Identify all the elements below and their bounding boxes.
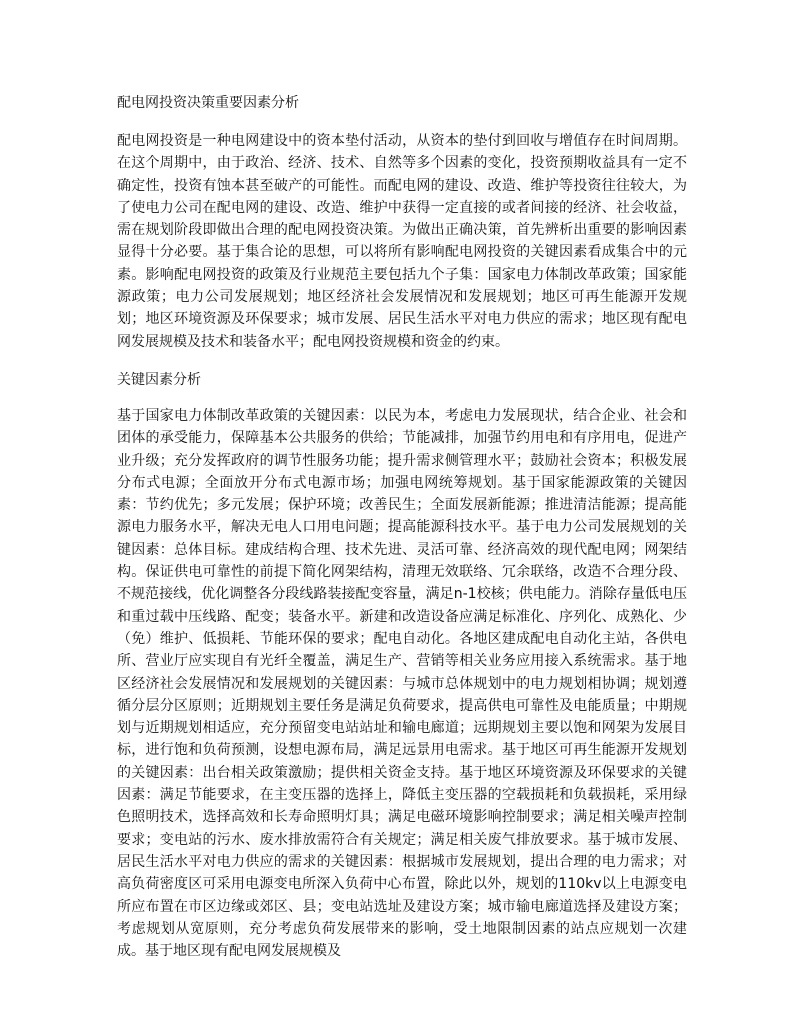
document-title: 配电网投资决策重要因素分析 (117, 95, 299, 111)
intro-paragraph: 配电网投资是一种电网建设中的资本垫付活动，从资本的垫付到回收与增值存在时间周期。在这个周期中，由于政治、经济、技术、自然等多个因素的变化，投资预期收益具有一定不确定性，投资有蚀本甚至破产的可能性。而配电网的建设、改造、维护等投资往往较大，为了使电力公司在配电网的建设、改造、维护中获得一定直接的或者间接的经济、社会收益，需在规划阶段即做出合理的配电网投资决策。为做出正确决策，首先辨析出重要的影响因素显得十分必要。基于集合论的思想，可以将所有影响配电网投资的关键因素看成集合中的元素。影响配电网投资的政策及行业规范主要包括九个子集：国家电力体制改革政策；国家能源政策；电力公司发展规划；地区经济社会发展情况和发展规划；地区可再生能源开发规划；地区环境资源及环保要求；城市发展、居民生活水平对电力供应的需求；地区现有配电网发展规模及技术和装备水平；配电网投资规模和资金的约束。 (117, 133, 687, 350)
section-title: 关键因素分析 (117, 371, 201, 388)
analysis-paragraph: 基于国家电力体制改革政策的关键因素：以民为本，考虑电力发展现状，结合企业、社会和团体的承受能力，保障基本公共服务的供给；节能减排，加强节约用电和有序用电，促进产业升级；充分发挥政府的调节性服务功能；提升需求侧管理水平；鼓励社会资本；积极发展分布式电源；全面放开分布式电源市场；加强电网统筹规划。基于国家能源政策的关键因素：节约优先；多元发展；保护环境；改善民生；全面发展新能源；推进清洁能源；提高能源电力服务水平，解决无电人口用电问题；提高能源科技水平。基于电力公司发展规划的关键因素：总体目标。建成结构合理、技术先进、灵活可靠、经济高效的现代配电网；网架结构。保证供电可靠性的前提下简化网架结构，清理无效联络、冗余联络，改造不合理分段、不规范接线，优化调整各分段线路装接配变容量，满足n-1校核；供电能力。消除存量低电压和重过载中压线路、配变；装备水平。新建和改造设备应满足标准化、序列化、成熟化、少（免）维护、低损耗、节能环保的要求；配电自动化。各地区建成配电自动化主站，各供电所、营业厅应实现自有光纤全覆盖，满足生产、营销等相关业务应用接入系统需求。基于地区经济社会发展情况和发展规划的关键因素：与城市总体规划中的电力规划相协调；规划遵循分层分区原则；近期规划主要任务是满足负荷要求，提高供电可靠性及电能质量；中期规划与近期规划相适应，充分预留变电站站址和输电廊道；远期规划主要以饱和网架为发展目标，进行饱和负荷预测，设想电源布局，满足远景用电需求。基于地区可再生能源开发规划的关键因素：出台相关政策激励；提供相关资金支持。基于地区环境资源及环保要求的关键因素：满足节能要求，在主变压器的选择上，降低主变压器的空载损耗和负载损耗，采用绿色照明技术，选择高效和长寿命照明灯具；满足电磁环境影响控制要求；满足相关噪声控制要求；变电站的污水、废水排放需符合有关规定；满足相关废气排放要求。基于城市发展、居民生活水平对电力供应的需求的关键因素：根据城市发展规划，提出合理的电力需求；对高负荷密度区可采用电源变电所深入负荷中心布置，除此以外，规划的110kv以上电源变电所应布置在市区边缘或郊区、县；变电站选址及建设方案；城市输电廊道选择及建设方案；考虑规划从宽原则，充分考虑负荷发展带来的影响，受土地限制因素的站点应规划一次建成。基于地区现有配电网发展规模及 (117, 407, 687, 960)
document-page (117, 92, 687, 962)
